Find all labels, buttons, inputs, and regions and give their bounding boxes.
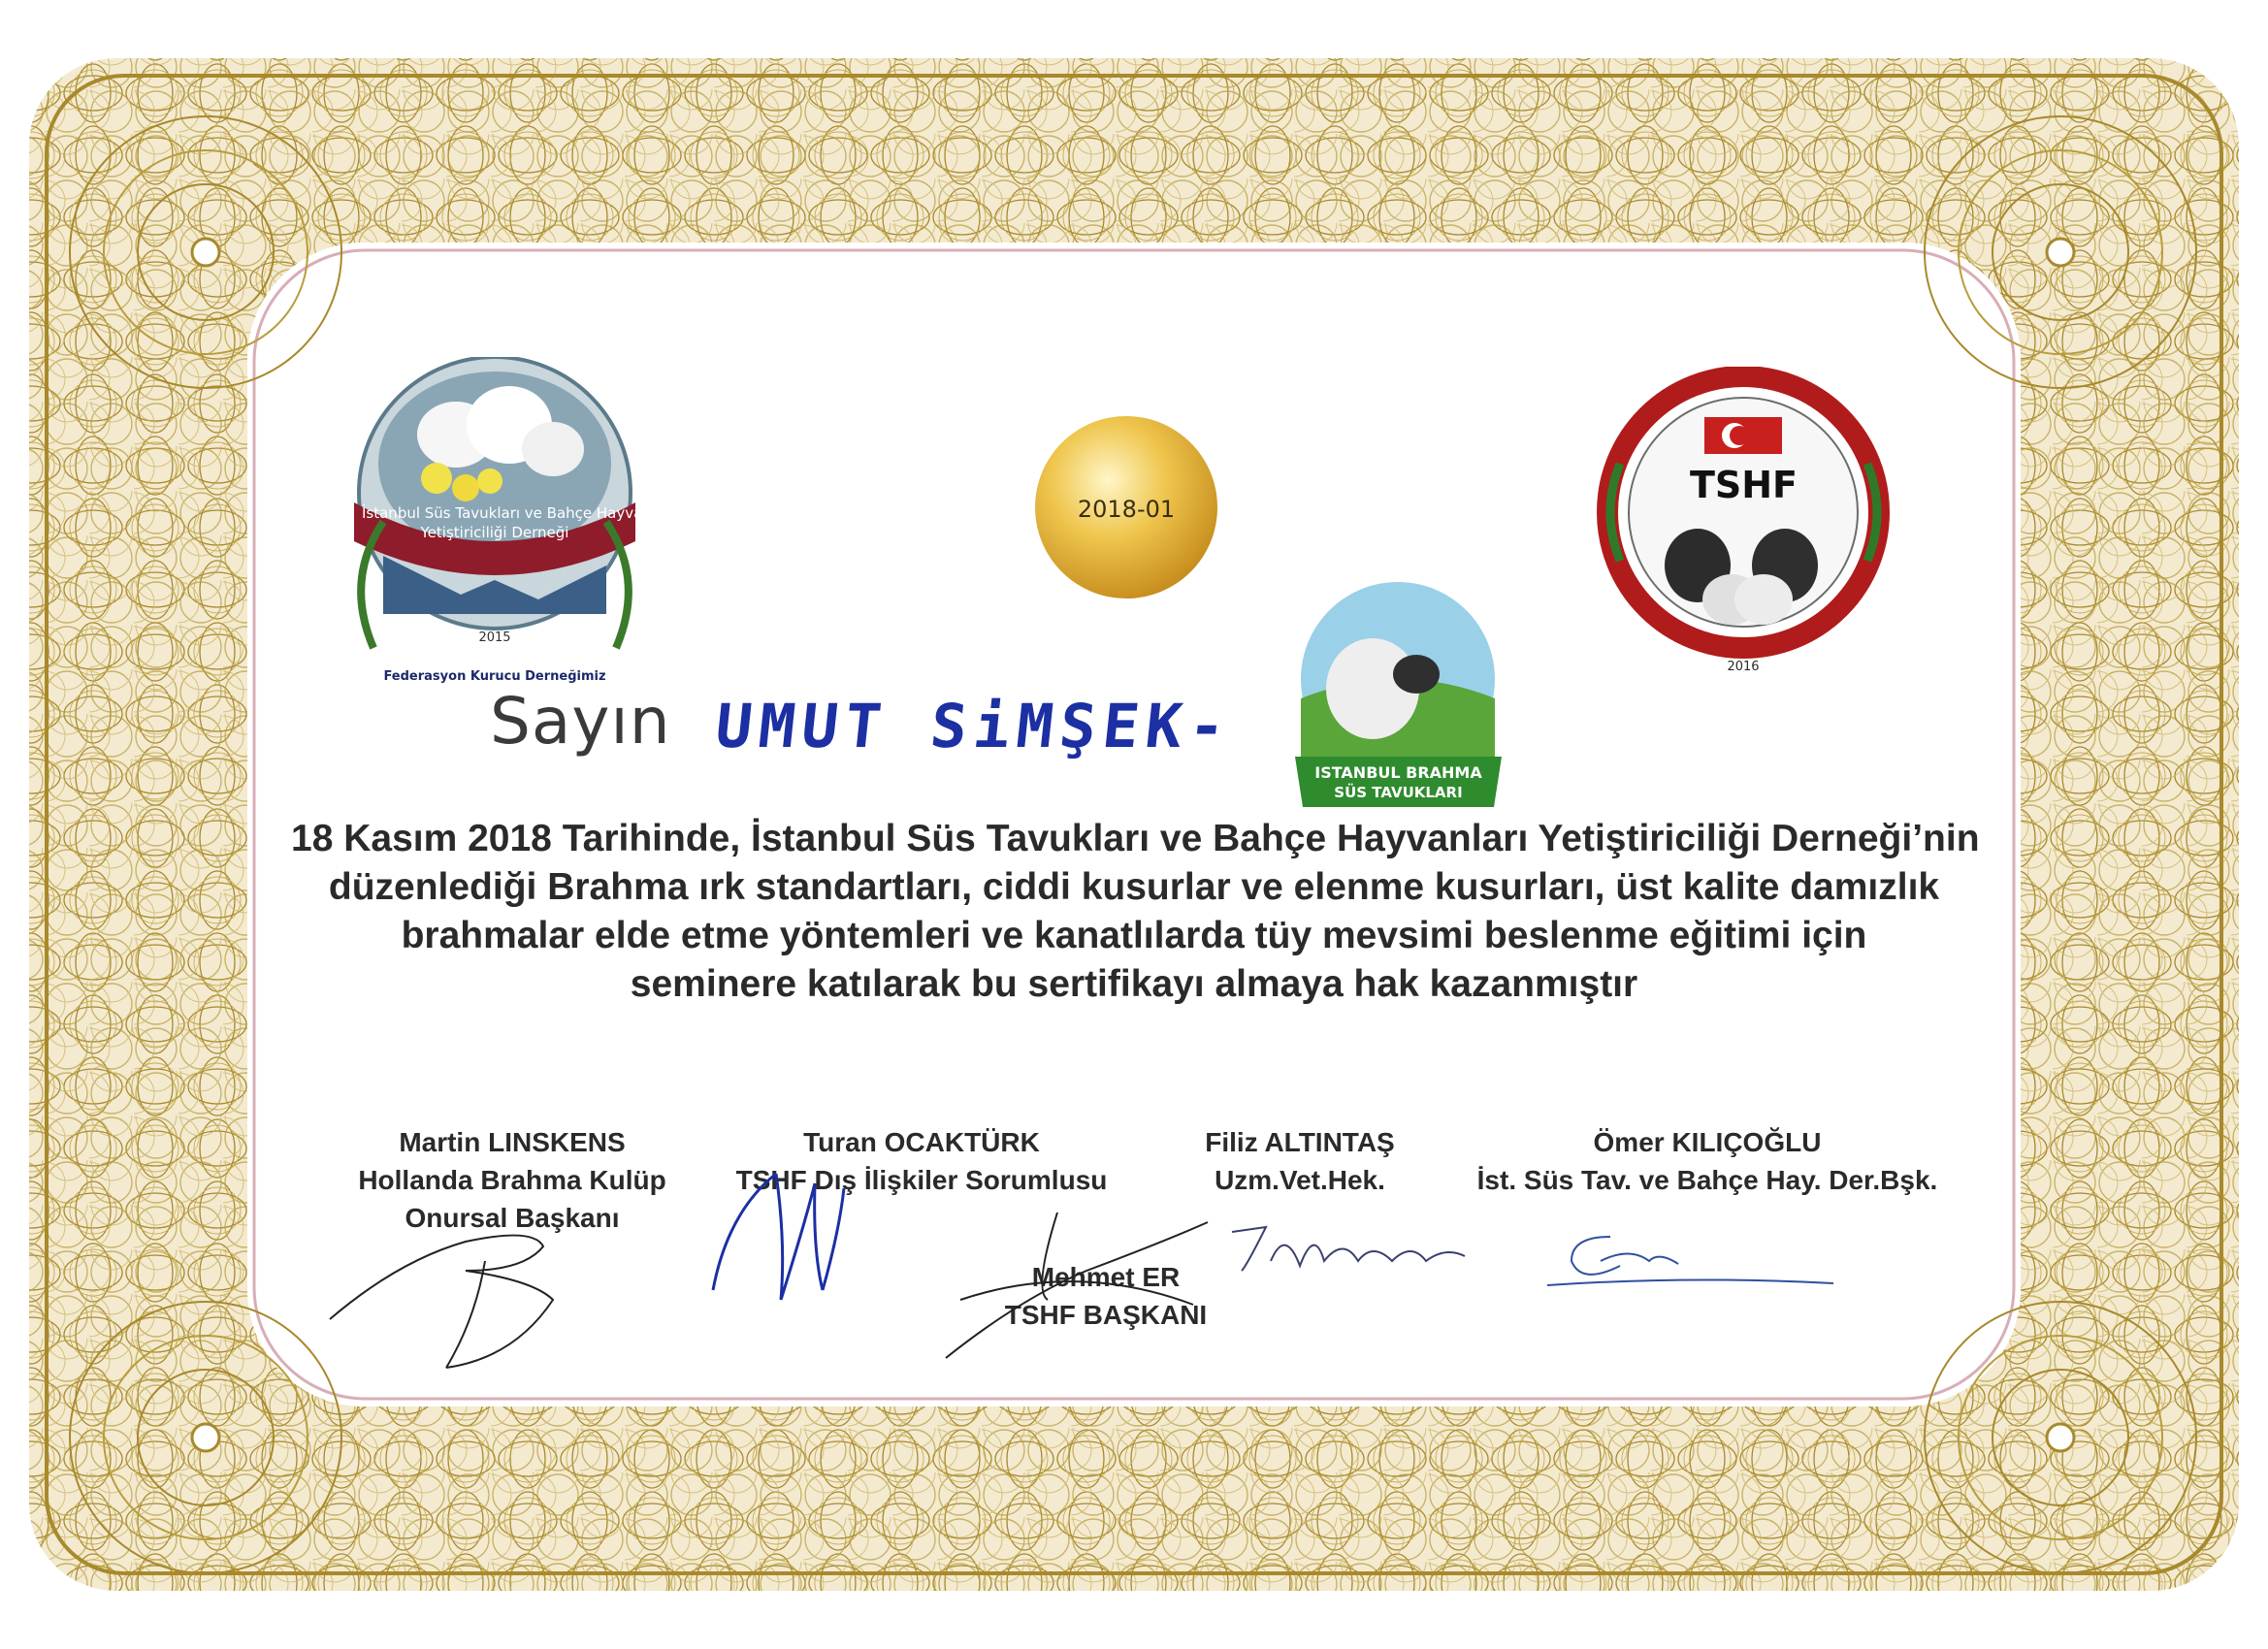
left-logo-year: 2015 (478, 630, 511, 645)
left-logo-banner-line2: Yetiştiriciliği Derneği (420, 524, 569, 541)
salutation: Sayın (490, 684, 671, 759)
left-logo-banner-line1: İstanbul Süs Tavukları ve Bahçe Hayvanları (362, 504, 675, 522)
body-line-1: 18 Kasım 2018 Tarihinde, İstanbul Süs Tavukları ve Bahçe Hayvanları Yetiştiriciliği Derneği’nin (291, 818, 1980, 859)
signatory-title: Uzm.Vet.Hek. (1215, 1165, 1385, 1195)
recipient-name: UMUT SiMŞEK- (712, 691, 1236, 761)
left-association-logo (344, 357, 675, 692)
right-logo-year: 2016 (1727, 660, 1760, 674)
certificate-number: 2018-01 (1077, 496, 1176, 523)
left-logo-caption: Federasyon Kurucu Derneğimiz (383, 669, 606, 684)
signatory-name: Turan OCAKTÜRK (803, 1127, 1040, 1157)
brahma-logo-line1: ISTANBUL BRAHMA (1314, 763, 1482, 782)
gold-seal (1031, 412, 1221, 602)
signatory-name: Martin LINSKENS (399, 1127, 626, 1157)
body-line-3: brahmalar elde etme yöntemleri ve kanatlılarda tüy mevsimi beslenme eğitimi için (401, 915, 1867, 956)
signature-linskens (320, 1203, 611, 1377)
signatory-title: Hollanda Brahma Kulüp (358, 1165, 666, 1195)
body-line-2: düzenlediği Brahma ırk standartları, ciddi kusurlar ve elenme kusurları, üst kalite damızlık (328, 866, 1940, 908)
right-federation-logo (1591, 367, 1896, 687)
signatory-name: Ömer KILIÇOĞLU (1593, 1127, 1822, 1157)
signatory-4 (1455, 1123, 1960, 1199)
body-line-4: seminere katılarak bu sertifikayı almaya hak kazanmıştır (630, 963, 1638, 1005)
certificate-body (291, 815, 1980, 1009)
right-logo-acronym: TSHF (1689, 464, 1798, 506)
signature-kilicoglu (1542, 1208, 1843, 1295)
signature-altintas (1227, 1208, 1479, 1285)
brahma-logo-line2: SÜS TAVUKLARI (1334, 784, 1463, 801)
signatory-title: TSHF BAŞKANI (1004, 1300, 1208, 1330)
signatory-title: İst. Süs Tav. ve Bahçe Hay. Der.Bşk. (1476, 1165, 1938, 1195)
signature-er (941, 1203, 1213, 1368)
signatory-name: Filiz ALTINTAŞ (1205, 1127, 1395, 1157)
signatory-title: Onursal Başkanı (405, 1203, 620, 1233)
signatory-name: Mehmet ER (1031, 1262, 1181, 1292)
signatory-title: TSHF Dış İlişkiler Sorumlusu (735, 1165, 1108, 1195)
signature-ocakturk (698, 1154, 892, 1310)
brahma-club-logo (1285, 582, 1511, 810)
signatory-3 (1193, 1123, 1407, 1199)
